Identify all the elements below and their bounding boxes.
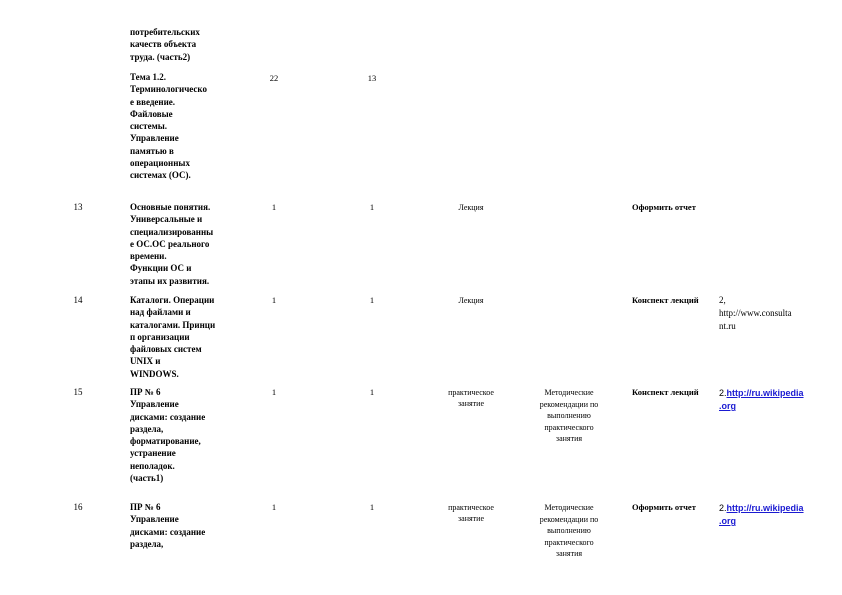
method-line: Методические	[544, 388, 594, 397]
hours-total: 1	[271, 295, 277, 305]
hours-class: 1	[369, 387, 375, 397]
topic-line: Основные понятия.	[130, 202, 211, 212]
lesson-type	[431, 502, 511, 524]
task-cell: Конспект лекций	[632, 295, 699, 305]
topic-line: устранение	[130, 448, 176, 459]
topic-line: памятью в	[130, 145, 174, 156]
wikipedia-link-continued[interactable]: .org	[719, 401, 736, 411]
method-line: практического	[544, 537, 594, 547]
wikipedia-link-continued[interactable]: .org	[719, 516, 736, 526]
row-number: 14	[73, 295, 83, 305]
topic-cell	[130, 386, 226, 484]
method-line: занятия	[555, 434, 583, 444]
topic-line: потребительских	[130, 27, 200, 37]
topic-line: дисками: создание	[130, 411, 206, 422]
literature-cell	[719, 502, 804, 528]
topic-line: п организации	[130, 331, 190, 342]
literature-line: nt.ru	[719, 321, 736, 331]
topic-cell	[130, 294, 226, 380]
method-cell	[522, 387, 616, 445]
hours-class: 1	[369, 202, 375, 212]
topic-line: раздела,	[130, 423, 164, 434]
method-line: рекомендации по	[539, 514, 599, 524]
topic-line: системах (ОС).	[130, 170, 191, 181]
wikipedia-link[interactable]: http://ru.wikipedia	[726, 388, 804, 398]
lesson-type-line: Лекция	[458, 296, 484, 305]
wikipedia-link[interactable]: http://ru.wikipedia	[726, 503, 804, 513]
topic-cell	[130, 26, 226, 63]
literature-line: 2,	[719, 295, 726, 305]
lesson-type-line: занятие	[458, 514, 484, 523]
lesson-type-line: занятие	[458, 399, 484, 408]
topic-line: Тема 1.2.	[130, 72, 166, 82]
literature-prefix: 2.	[719, 388, 727, 398]
topic-line: Каталоги. Операции	[130, 295, 215, 305]
topic-line: системы.	[130, 121, 167, 132]
topic-line: раздела,	[130, 538, 164, 549]
topic-line: форматирование,	[130, 436, 201, 447]
topic-cell	[130, 201, 226, 287]
task-cell: Оформить отчет	[632, 502, 696, 512]
topic-line: этапы их развития.	[130, 275, 210, 286]
topic-cell	[130, 71, 226, 182]
topic-line: Управление	[130, 514, 179, 525]
hours-class: 1	[369, 295, 375, 305]
literature-cell	[719, 294, 792, 333]
topic-line: времени.	[130, 251, 167, 262]
topic-line: UNIX и	[130, 356, 161, 367]
lesson-type	[431, 202, 511, 213]
row-number: 13	[73, 202, 83, 212]
lesson-type-line: практическое	[448, 388, 494, 397]
method-line: Методические	[544, 503, 594, 512]
topic-line: (часть1)	[130, 473, 164, 484]
topic-line: дисками: создание	[130, 526, 206, 537]
topic-line: WINDOWS.	[130, 368, 179, 379]
topic-line: каталогами. Принци	[130, 319, 216, 330]
lesson-type	[431, 295, 511, 306]
lesson-type	[431, 387, 511, 409]
topic-line: специализированны	[130, 226, 214, 237]
task-cell: Конспект лекций	[632, 387, 699, 397]
topic-line: Функции ОС и	[130, 263, 192, 274]
topic-line: неполадок.	[130, 460, 175, 471]
topic-line: труда. (часть2)	[130, 51, 191, 62]
topic-line: Управление	[130, 133, 179, 144]
topic-line: Управление	[130, 399, 179, 410]
row-number: 16	[73, 502, 83, 512]
hours-total: 22	[269, 73, 279, 83]
method-line: занятия	[555, 549, 583, 559]
hours-total: 1	[271, 502, 277, 512]
literature-line: http://www.consulta	[719, 308, 792, 318]
topic-line: ПР № 6	[130, 502, 161, 512]
method-cell	[522, 502, 616, 560]
literature-prefix: 2.	[719, 503, 727, 513]
method-line: выполнению	[547, 411, 591, 421]
hours-class: 13	[367, 73, 377, 83]
literature-cell	[719, 387, 804, 413]
method-line: рекомендации по	[539, 399, 599, 409]
topic-line: операционных	[130, 158, 190, 169]
topic-line: ПР № 6	[130, 387, 161, 397]
topic-cell	[130, 501, 226, 550]
lesson-type-line: Лекция	[458, 203, 484, 212]
hours-class: 1	[369, 502, 375, 512]
hours-total: 1	[271, 387, 277, 397]
hours-total: 1	[271, 202, 277, 212]
topic-line: е ОС.ОС реального	[130, 238, 210, 249]
row-number: 15	[73, 387, 83, 397]
method-line: выполнению	[547, 526, 591, 536]
topic-line: Универсальные и	[130, 214, 203, 225]
topic-line: файловых систем	[130, 344, 202, 355]
task-cell: Оформить отчет	[632, 202, 696, 212]
topic-line: над файлами и	[130, 307, 191, 318]
lesson-type-line: практическое	[448, 503, 494, 512]
topic-line: качеств объекта	[130, 39, 197, 50]
topic-line: Файловые	[130, 108, 173, 119]
topic-line: е введение.	[130, 96, 176, 107]
method-line: практического	[544, 422, 594, 432]
topic-line: Терминологическо	[130, 84, 207, 95]
